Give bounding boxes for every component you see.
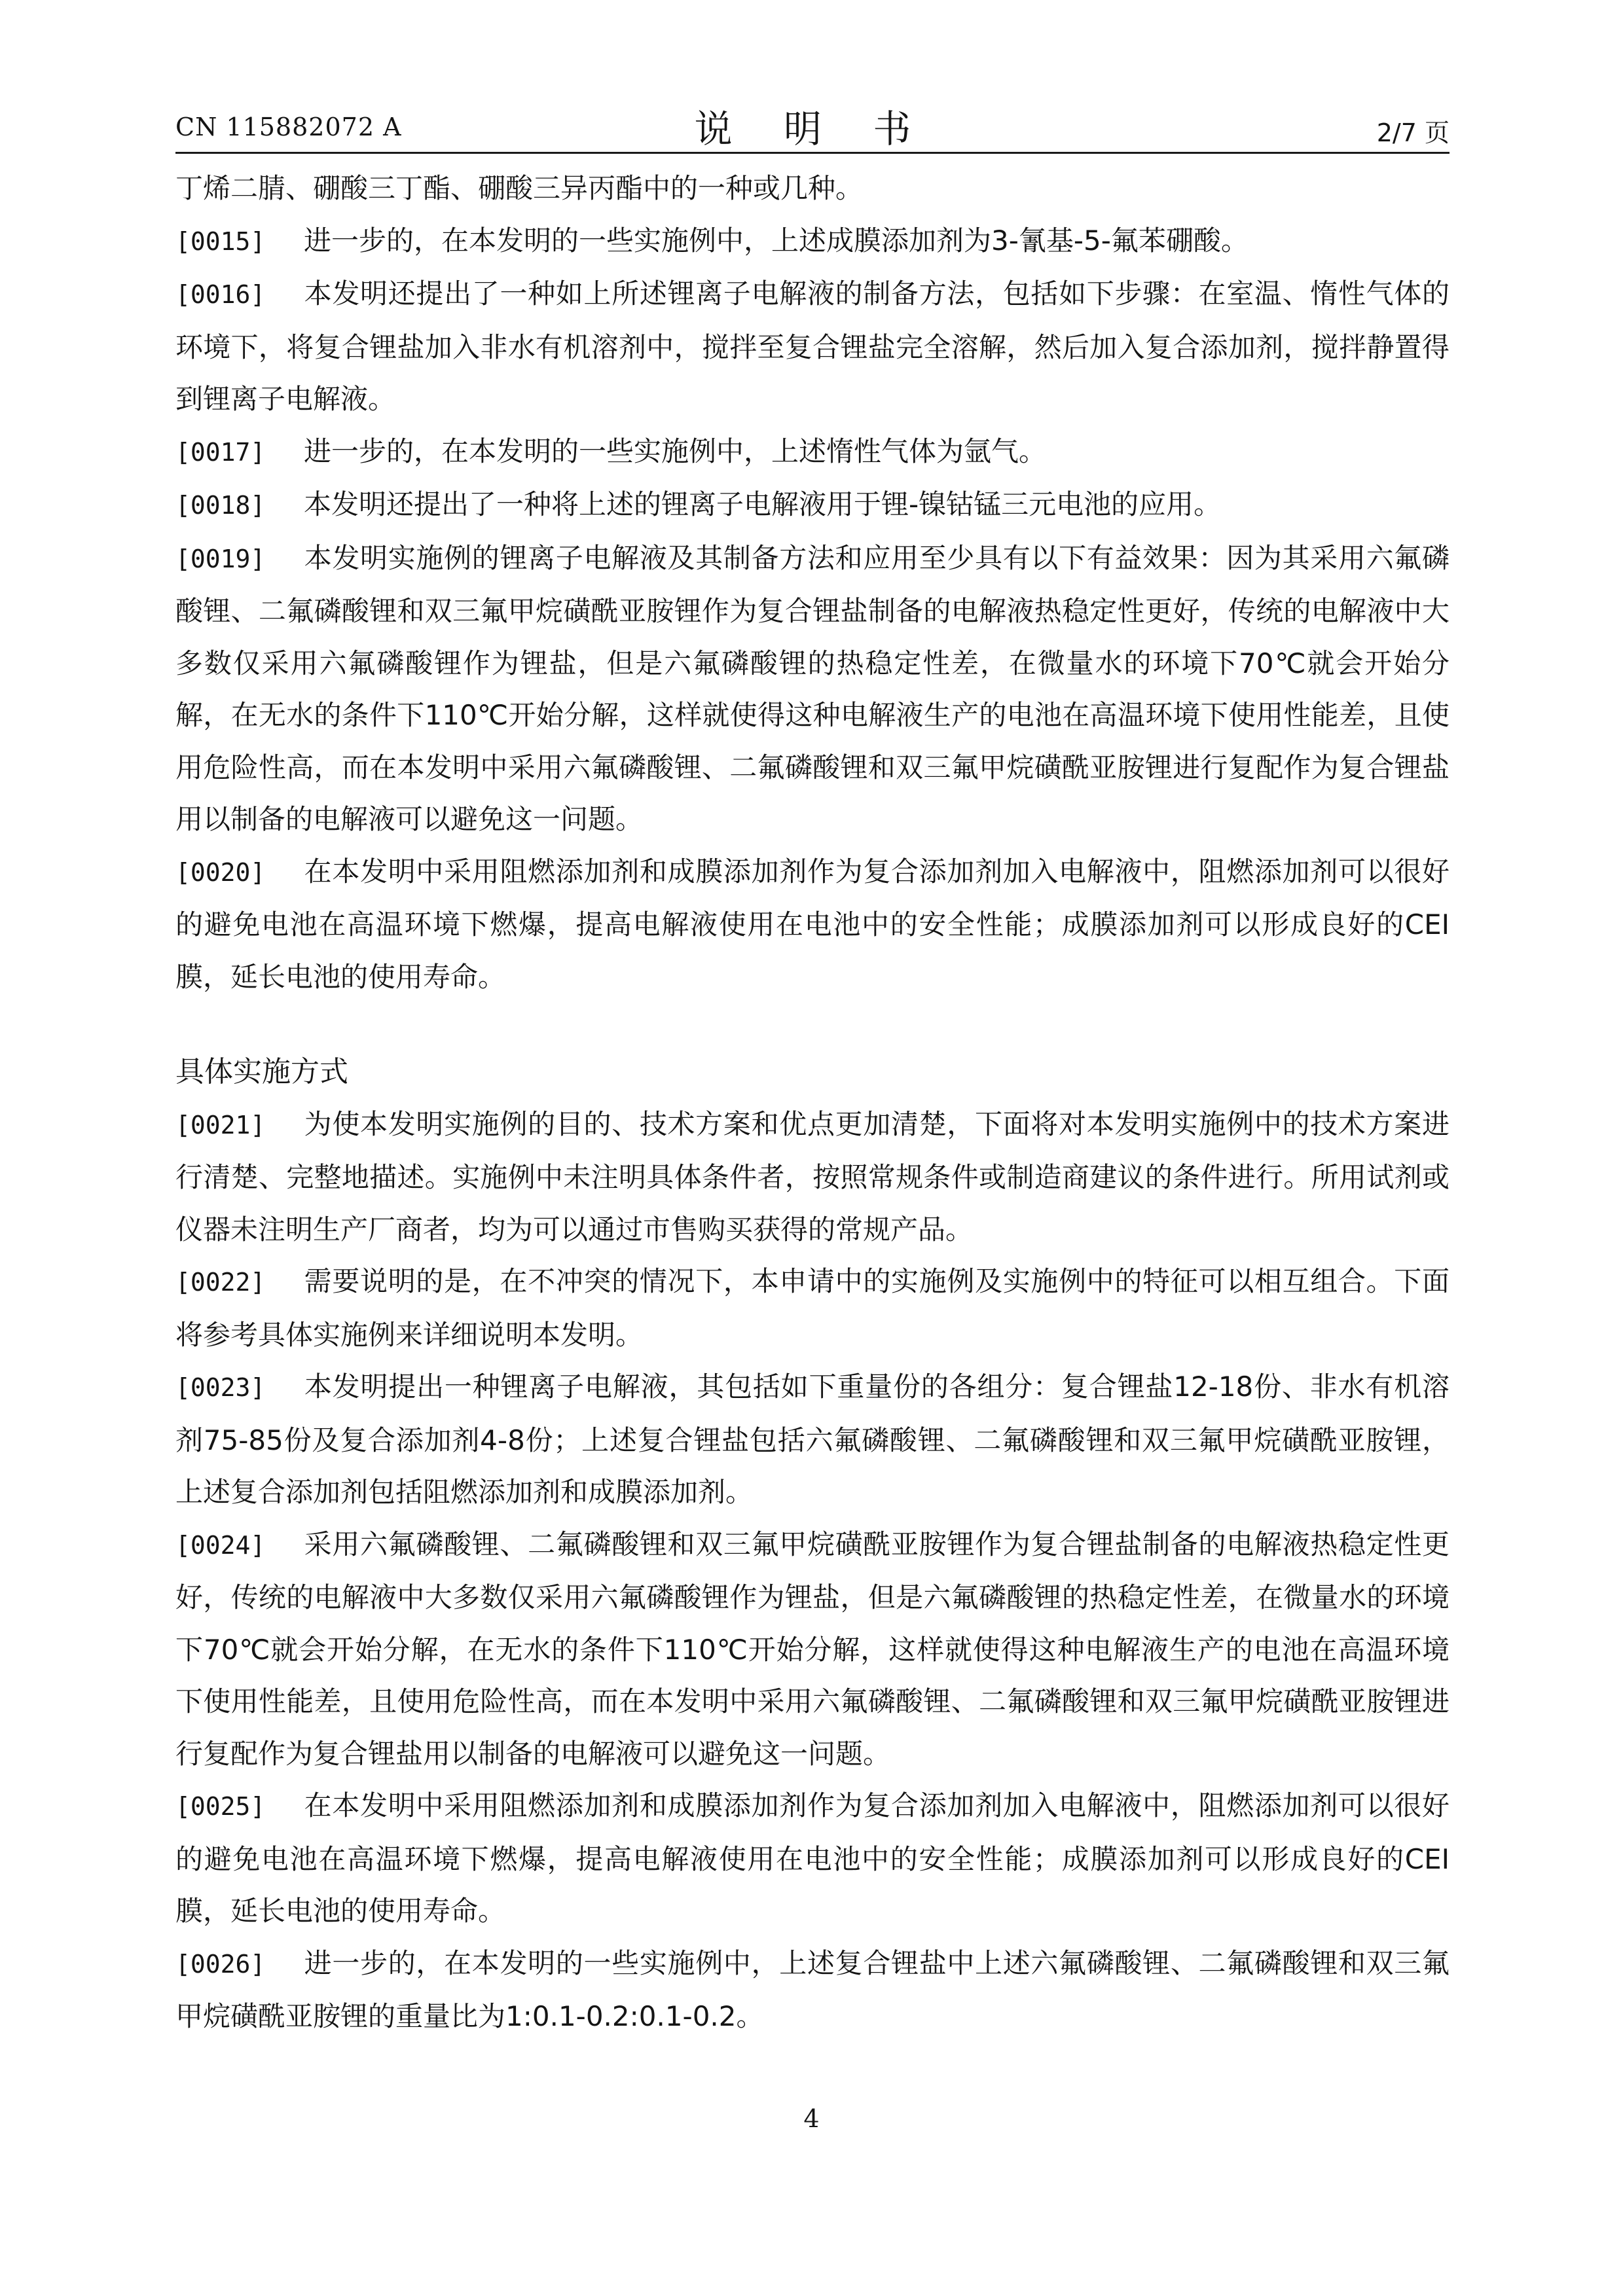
paragraph-text: 本发明实施例的锂离子电解液及其制备方法和应用至少具有以下有益效果：因为其采用六氟磷酸锂、二氟磷酸锂和双三氟甲烷磺酰亚胺锂作为复合锂盐制备的电解液热稳定性更好，传统的电解液中大多数仅采用六氟磷酸锂作为锂盐，但是六氟磷酸锂的热稳定性差，在微量水的环境下70℃就会开始分解，在无水的条件下110℃开始分解，这样就使得这种电解液生产的电池在高温环境下使用性能差，且使用危险性高，而在本发明中采用六氟磷酸锂、二氟磷酸锂和双三氟甲烷磺酰亚胺锂进行复配作为复合锂盐用以制备的电解液可以避免这一问题。 — [175, 541, 1450, 835]
paragraph-text: 进一步的，在本发明的一些实施例中，上述成膜添加剂为3-氰基-5-氟苯硼酸。 — [304, 224, 1249, 257]
paragraph-number: [0024] — [175, 1530, 266, 1560]
page-header — [175, 98, 1450, 151]
paragraph-text: 采用六氟磷酸锂、二氟磷酸锂和双三氟甲烷磺酰亚胺锂作为复合锂盐制备的电解液热稳定性更好，传统的电解液中大多数仅采用六氟磷酸锂作为锂盐，但是六氟磷酸锂的热稳定性差，在微量水的环境下70℃就会开始分解，在无水的条件下110℃开始分解，这样就使得这种电解液生产的电池在高温环境下使用性能差，且使用危险性高，而在本发明中采用六氟磷酸锂、二氟磷酸锂和双三氟甲烷磺酰亚胺锂进行复配作为复合锂盐用以制备的电解液可以避免这一问题。 — [175, 1528, 1450, 1770]
paragraph-0021 — [175, 1098, 1450, 1256]
patent-number: CN 115882072 A — [175, 113, 402, 141]
paragraph-number: [0019] — [175, 544, 266, 573]
paragraph-text: 进一步的，在本发明的一些实施例中，上述复合锂盐中上述六氟磷酸锂、二氟磷酸锂和双三氟甲烷磺酰亚胺锂的重量比为1:0.1-0.2:0.1-0.2。 — [175, 1946, 1450, 2032]
paragraph-0026 — [175, 1937, 1450, 2043]
page-count: 2/7 页 — [1376, 118, 1450, 147]
paragraph-0024 — [175, 1518, 1450, 1780]
paragraph-number: [0025] — [175, 1792, 266, 1821]
paragraph-number: [0023] — [175, 1373, 266, 1402]
paragraph-text: 在本发明中采用阻燃添加剂和成膜添加剂作为复合添加剂加入电解液中，阻燃添加剂可以很好的避免电池在高温环境下燃爆，提高电解液使用在电池中的安全性能；成膜添加剂可以形成良好的CEI膜，延长电池的使用寿命。 — [175, 1789, 1450, 1927]
paragraph-number: [0022] — [175, 1268, 266, 1297]
paragraph-text: 本发明还提出了一种将上述的锂离子电解液用于锂-镍钴锰三元电池的应用。 — [304, 488, 1222, 520]
paragraph-0022 — [175, 1255, 1450, 1361]
page-number: 4 — [803, 2104, 820, 2133]
section-heading: 具体实施方式 — [175, 1055, 348, 1088]
document-title: 说 明 书 — [694, 107, 931, 151]
paragraph-0025 — [175, 1780, 1450, 1937]
continued-text: 丁烯二腈、硼酸三丁酯、硼酸三异丙酯中的一种或几种。 — [175, 172, 864, 204]
paragraph-text: 在本发明中采用阻燃添加剂和成膜添加剂作为复合添加剂加入电解液中，阻燃添加剂可以很好的避免电池在高温环境下燃爆，提高电解液使用在电池中的安全性能；成膜添加剂可以形成良好的CEI膜，延长电池的使用寿命。 — [175, 855, 1450, 993]
paragraph-text: 本发明提出一种锂离子电解液，其包括如下重量份的各组分：复合锂盐12-18份、非水有机溶剂75-85份及复合添加剂4-8份；上述复合锂盐包括六氟磷酸锂、二氟磷酸锂和双三氟甲烷磺酰亚胺锂，上述复合添加剂包括阻燃添加剂和成膜添加剂。 — [175, 1371, 1450, 1508]
paragraph-0016 — [175, 268, 1450, 425]
paragraph-text: 需要说明的是，在不冲突的情况下，本申请中的实施例及实施例中的特征可以相互组合。下面将参考具体实施例来详细说明本发明。 — [175, 1265, 1450, 1351]
paragraph-0017 — [175, 425, 1450, 479]
document-body — [175, 162, 1450, 2043]
paragraph-0020 — [175, 846, 1450, 1003]
paragraph-number: [0015] — [175, 226, 266, 256]
paragraph-0018 — [175, 478, 1450, 532]
header-divider — [175, 152, 1450, 154]
paragraph-text: 本发明还提出了一种如上所述锂离子电解液的制备方法，包括如下步骤：在室温、惰性气体的环境下，将复合锂盐加入非水有机溶剂中，搅拌至复合锂盐完全溶解，然后加入复合添加剂，搅拌静置得到锂离子电解液。 — [175, 278, 1450, 415]
paragraph-0023 — [175, 1361, 1450, 1518]
paragraph-0015 — [175, 215, 1450, 268]
paragraph-number: [0020] — [175, 857, 266, 887]
paragraph-text: 进一步的，在本发明的一些实施例中，上述惰性气体为氩气。 — [304, 435, 1047, 467]
paragraph-number: [0016] — [175, 280, 266, 309]
paragraph-number: [0021] — [175, 1110, 266, 1139]
paragraph-number: [0026] — [175, 1949, 266, 1979]
paragraph-number: [0017] — [175, 437, 266, 467]
paragraph-text: 为使本发明实施例的目的、技术方案和优点更加清楚，下面将对本发明实施例中的技术方案进行清楚、完整地描述。实施例中未注明具体条件者，按照常规条件或制造商建议的条件进行。所用试剂或仪器未注明生产厂商者，均为可以通过市售购买获得的常规产品。 — [175, 1107, 1450, 1246]
paragraph-0019 — [175, 532, 1450, 846]
paragraph-number: [0018] — [175, 491, 266, 520]
